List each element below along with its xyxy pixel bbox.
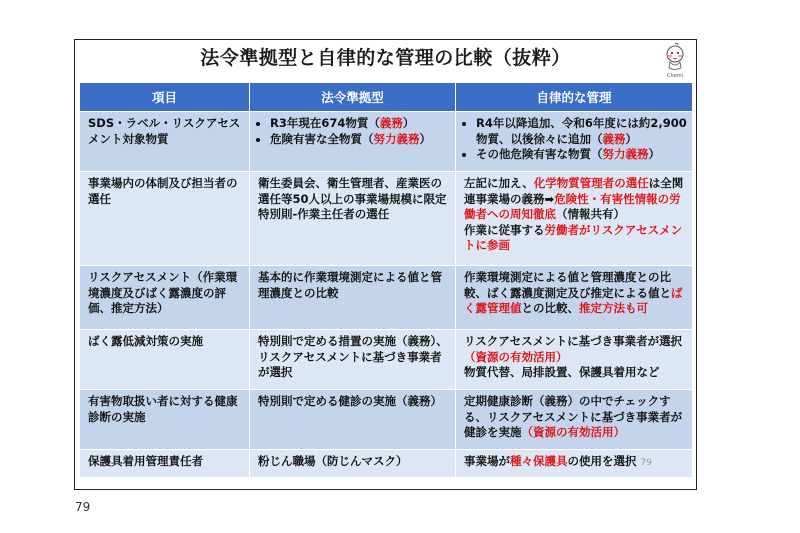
auto-cell: リスクアセスメントに基づき事業者が選択（資源の有効活用） 物質代替、局排設置、保護具着用など — [456, 330, 693, 390]
row-item-label: リスクアセスメント（作業環境濃度及びばく露濃度の評価、推定方法） — [80, 266, 250, 330]
comparison-table — [79, 82, 693, 478]
table-row — [80, 450, 693, 478]
mascot-label: Chemi — [667, 73, 683, 78]
law-cell: 特別則で定める措置の実施（義務）、リスクアセスメントに基づき事業者が選択 — [250, 330, 456, 390]
law-cell: 衛生委員会、衛生管理者、産業医の選任等50人以上の事業場規模に限定 特別則-作業主任者の選任 — [250, 172, 456, 266]
law-cell — [250, 112, 456, 172]
table-row — [80, 112, 693, 172]
table-header-row — [80, 83, 693, 112]
header-law-based: 法令準拠型 — [250, 83, 456, 112]
law-bullet: • 危険有害な全物質（努力義務） — [270, 132, 450, 148]
chemi-mascot-icon — [662, 42, 688, 78]
table-row — [80, 390, 693, 450]
law-bullet: • R3年現在674物質（義務） — [270, 116, 450, 132]
row-item-label: 有害物取扱い者に対する健康診断の実施 — [80, 390, 250, 450]
table-row — [80, 266, 693, 330]
slide-title: 法令準拠型と自律的な管理の比較（抜粋） — [200, 47, 571, 69]
header-item: 項目 — [80, 83, 250, 112]
auto-bullet: • R4年以降追加、令和6年度には約2,900物質、以後徐々に追加（義務） — [476, 116, 687, 147]
slide — [74, 39, 697, 490]
auto-cell: 定期健康診断（義務）の中でチェックする、リスクアセスメントに基づき事業者が健診を実施（資源の有効活用） — [456, 390, 693, 450]
auto-bullet: • その他危険有害な物質（努力義務） — [476, 147, 687, 163]
law-cell: 粉じん職場（防じんマスク） — [250, 450, 456, 478]
table-row — [80, 330, 693, 390]
header-autonomous: 自律的な管理 — [456, 83, 693, 112]
law-cell: 特別則で定める健診の実施（義務） — [250, 390, 456, 450]
slide-number-small: 79 — [640, 458, 652, 468]
row-item-label: ばく露低減対策の実施 — [80, 330, 250, 390]
row-item-label: 保護具着用管理責任者 — [80, 450, 250, 478]
row-item-label: 事業場内の体制及び担当者の選任 — [80, 172, 250, 266]
auto-cell: 左記に加え、化学物質管理者の選任は全関連事業場の義務➡危険性・有害性情報の労働者への周知徹底（情報共有） 作業に従事する労働者がリスクアセスメントに参画 — [456, 172, 693, 266]
auto-cell: 作業環境測定による値と管理濃度との比較、ばく露濃度測定及び推定による値とばく露管理値との比較、推定方法も可 — [456, 266, 693, 330]
law-cell: 基本的に作業環境測定による値と管理濃度との比較 — [250, 266, 456, 330]
row-item-label: SDS・ラベル・リスクアセスメント対象物質 — [80, 112, 250, 172]
auto-cell — [456, 112, 693, 172]
auto-cell: 事業場が種々保護具の使用を選択 79 — [456, 450, 693, 478]
page-number: 79 — [75, 500, 91, 514]
table-row — [80, 172, 693, 266]
